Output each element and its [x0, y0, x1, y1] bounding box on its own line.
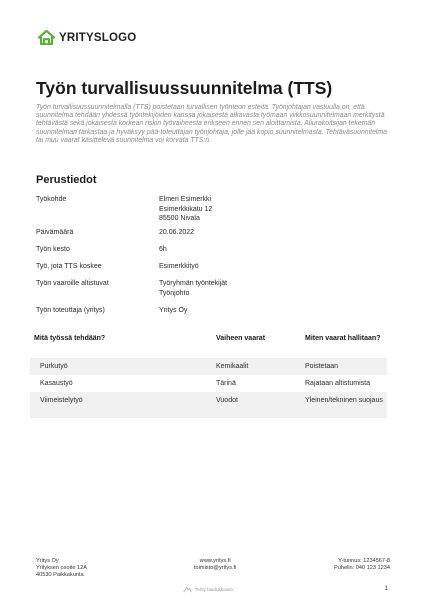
info-value: Yritys Oy — [159, 307, 188, 314]
brand-mark-icon — [183, 586, 192, 593]
table-header-hazards: Vaiheen vaarat — [216, 335, 266, 342]
table-cell-task: Kasaustyö — [40, 380, 73, 387]
info-label: Työn toteuttaja (yritys) — [36, 307, 105, 314]
footer-email-link[interactable]: toimisto@yritys.fi — [194, 565, 237, 572]
table-cell-task: Viimeistelytyö — [40, 397, 83, 404]
powered-by-text: Tehty laadukkaasti — [195, 587, 233, 592]
table-row — [30, 358, 387, 375]
table-cell-hazard: Vuodot — [216, 397, 238, 404]
logo-text: YRITYSLOGO — [59, 31, 137, 44]
footer-business-info: Y-tunnus: 1234567-8 Puhelin: 040 123 1234 — [334, 558, 390, 572]
table-cell-hazard: Tärinä — [216, 380, 236, 387]
table-cell-hazard: Kemikaalit — [216, 363, 249, 370]
footer-company-address: Yritys Oy Yrityksen osoite 12A 40530 Paikkakunta — [36, 558, 87, 579]
table-row — [30, 392, 387, 418]
table-cell-control: Rajataan altistumista — [305, 380, 370, 387]
table-row — [30, 375, 387, 392]
table-header-row — [30, 334, 387, 360]
intro-text: Työn turvallisuussuunnitelmalla (TTS) poistetaan turvallisen työnteon esteitä. Työnjohtajan vastuulla on, että suunnitelma tehdään yhdessä työntekijöiden kanssa jokaisesta alkavasta työmaan viikkosuunnitelmaan merkitystä tehtävästä sekä jokaisesta korkean riskin työvaiheesta erikseen ennen sen aloittamista. Aliurakoitsijan tekemän suunnitelman tarkastaa ja hyväksyy pää-toteuttajan työnjohtaja, jolle jää kopio suunnitelmasta. Tehtäväsuunnitelma tai muu vaarat käsittelevä suunnitelma voi korvata TTS:n. — [36, 104, 387, 144]
house-icon — [38, 30, 55, 45]
company-logo — [38, 30, 136, 45]
page-number: 1 — [384, 586, 388, 592]
document-title: Työn turvallisuussuunnitelma (TTS) — [36, 78, 333, 98]
info-value: Elmeri Esimerkki Esimerkkikatu 12 85500 Nivala — [159, 196, 213, 222]
info-label: Päivämäärä — [36, 229, 74, 236]
table-header-task: Mitä työssä tehdään? — [34, 335, 106, 342]
info-label: Työn kesto — [36, 246, 70, 253]
info-label: Työn vaaroille altistuvat — [36, 280, 109, 287]
info-value: 6h — [159, 246, 167, 253]
info-value: Työryhmän työntekijät Työnjohto — [159, 280, 228, 297]
info-value: Esimerkkityö — [159, 263, 199, 270]
info-value: 20.06.2022 — [159, 229, 195, 236]
section-title-basic-info: Perustiedot — [36, 174, 97, 186]
table-cell-control: Poistetaan — [305, 363, 339, 370]
footer-contact — [194, 558, 236, 572]
info-label: Työkohde — [36, 196, 67, 203]
table-header-controls: Miten vaarat hallitaan? — [305, 335, 381, 342]
table-cell-control: Yleinen/tekninen suojaus — [305, 397, 383, 404]
powered-by — [183, 586, 233, 593]
table-cell-task: Purkutyö — [40, 363, 68, 370]
footer-website-link[interactable]: www.yritys.fi — [199, 558, 231, 564]
info-label: Työ, jota TTS koskee — [36, 263, 102, 270]
